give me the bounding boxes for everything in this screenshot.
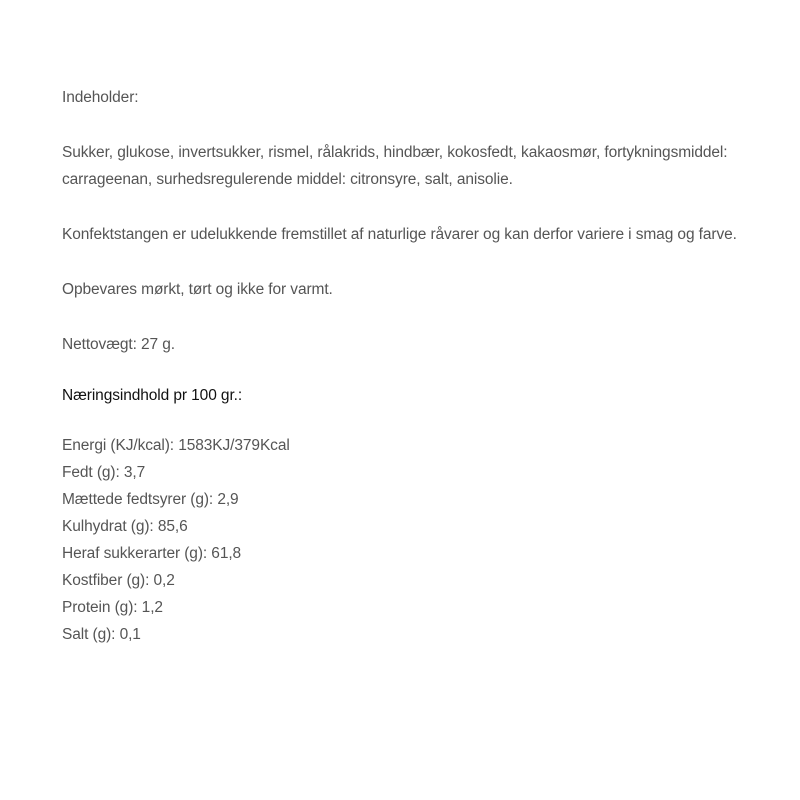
nutrition-row-saturated-fat: Mættede fedtsyrer (g): 2,9	[62, 491, 239, 508]
nutrition-row-energy: Energi (KJ/kcal): 1583KJ/379Kcal	[62, 437, 290, 454]
nutrition-row-sugars: Heraf sukkerarter (g): 61,8	[62, 545, 242, 562]
natural-note: Konfektstangen er udelukkende fremstillet af naturlige råvarer og kan derfor variere i smag og farve.	[62, 226, 737, 243]
nutrition-row-fiber: Kostfiber (g): 0,2	[62, 572, 175, 589]
nutrition-row-salt: Salt (g): 0,1	[62, 626, 141, 643]
ingredients-line-1: Sukker, glukose, invertsukker, rismel, rålakrids, hindbær, kokosfedt, kakaosmør, fortykningsmiddel:	[62, 144, 728, 161]
ingredients-line-2: carrageenan, surhedsregulerende middel: citronsyre, salt, anisolie.	[62, 171, 513, 188]
net-weight: Nettovægt: 27 g.	[62, 336, 175, 353]
nutrition-row-protein: Protein (g): 1,2	[62, 599, 163, 616]
storage-instructions: Opbevares mørkt, tørt og ikke for varmt.	[62, 281, 333, 298]
nutrition-heading: Næringsindhold pr 100 gr.:	[62, 387, 243, 404]
nutrition-row-carbohydrate: Kulhydrat (g): 85,6	[62, 518, 188, 535]
nutrition-row-fat: Fedt (g): 3,7	[62, 464, 146, 481]
contains-label: Indeholder:	[62, 89, 139, 106]
